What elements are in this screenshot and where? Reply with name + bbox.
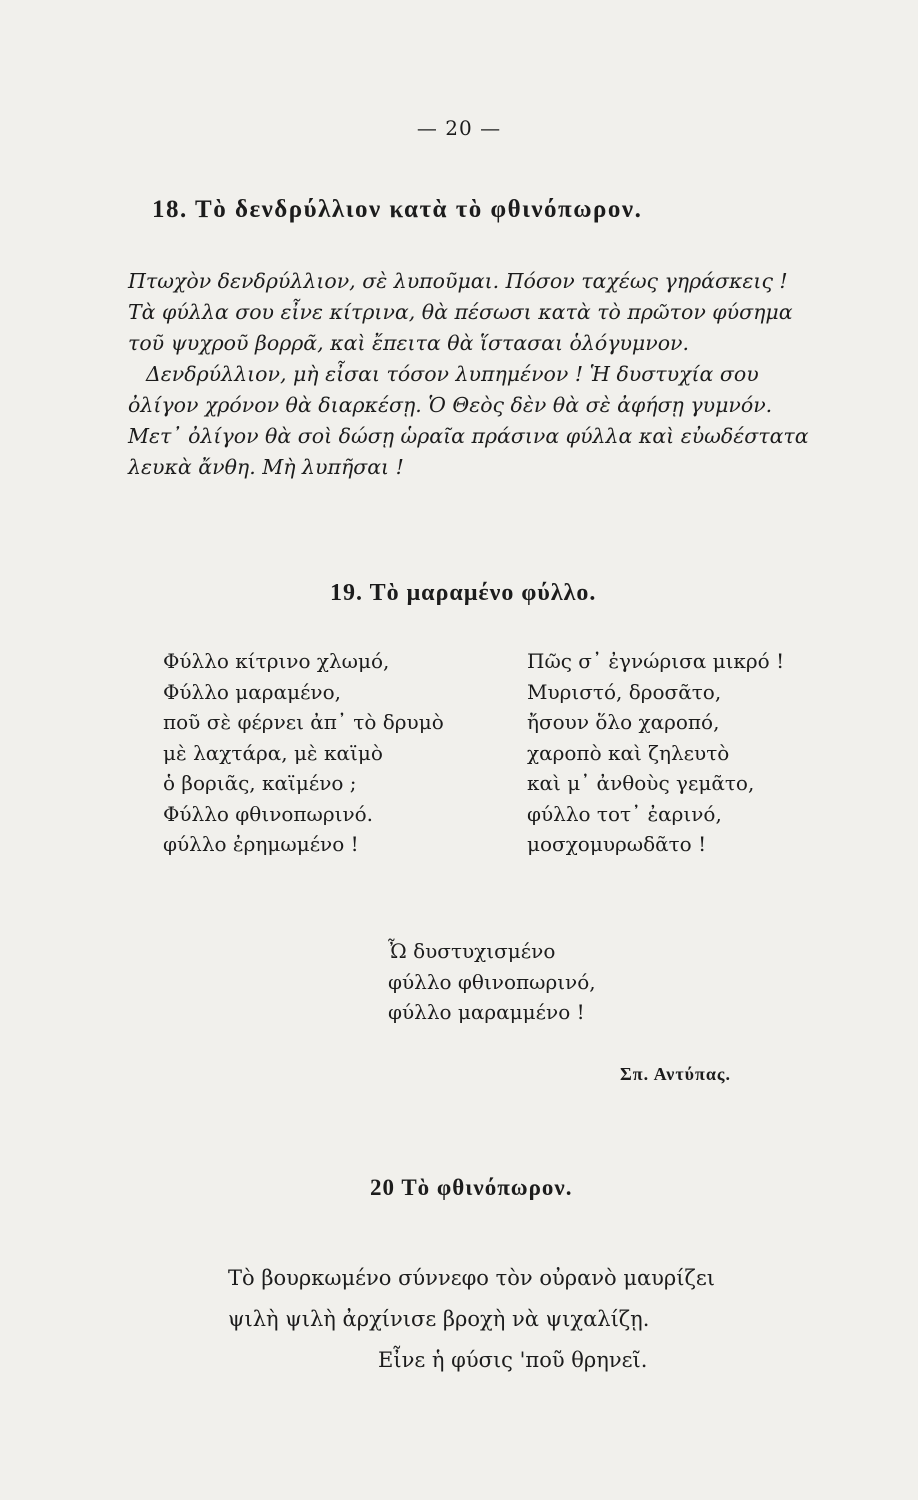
verse-line: Εἶνε ἡ φύσις 'ποῦ θρηνεῖ. <box>378 1348 648 1372</box>
verse-line: μοσχομυρωδᾶτο ! <box>527 832 707 856</box>
section-20-heading: 20 Τὸ φθινόπωρον. <box>370 1175 573 1200</box>
prose-line: λευκὰ ἄνθη. Μὴ λυπῆσαι ! <box>128 455 404 479</box>
verse-line: Φύλλο μαραμένο, <box>163 679 341 704</box>
verse-line: ὁ βοριᾶς, καϊμένο ; <box>163 771 357 795</box>
poem-right-column <box>527 646 784 860</box>
prose-line: Δενδρύλλιον, μὴ εἶσαι τόσον λυπημένον ! Ἡ δυστυχία σου <box>146 362 759 386</box>
section-18-heading: 18. Τὸ δενδρύλλιον κατὰ τὸ φθινόπωρον. <box>152 196 643 223</box>
verse-line: Φύλλο φθινοπωρινό. <box>163 801 373 826</box>
verse-line: φύλλο μαραμμένο ! <box>388 1000 585 1024</box>
section-18-prose <box>128 266 918 483</box>
verse-line: ποῦ σὲ φέρνει ἀπ᾽ τὸ δρυμὸ <box>163 710 444 734</box>
poem-final-stanza <box>388 936 596 1028</box>
section-19-heading: 19. Τὸ μαραμένο φύλλο. <box>330 580 597 606</box>
verse-line: Μυριστό, δροσᾶτο, <box>527 679 722 704</box>
verse-line: φύλλο φθινοπωρινό, <box>388 969 596 994</box>
page-number: — 20 — <box>416 116 502 140</box>
verse-line: φύλλο τοτ᾽ ἐαρινό, <box>527 801 722 826</box>
prose-line: Πτωχὸν δενδρύλλιον, σὲ λυποῦμαι. Πόσον ταχέως γηράσκεις ! <box>128 269 788 293</box>
verse-line: φύλλο ἐρημωμένο ! <box>163 832 359 856</box>
verse-line: Φύλλο κίτρινο χλωμό, <box>163 649 390 673</box>
prose-line: ὀλίγον χρόνον θὰ διαρκέσῃ. Ὁ Θεὸς δὲν θὰ σὲ ἀφήσῃ γυμνόν. <box>128 393 773 417</box>
verse-line: χαροπὸ καὶ ζηλευτὸ <box>527 740 730 765</box>
poem-author: Σπ. Αντύπας. <box>620 1064 731 1084</box>
prose-line: τοῦ ψυχροῦ βορρᾶ, καὶ ἔπειτα θὰ ἵστασαι ὁλόγυμνον. <box>128 331 690 355</box>
verse-line: ἤσουν ὅλο χαροπό, <box>527 710 720 734</box>
prose-line: Μετ᾽ ὀλίγον θὰ σοὶ δώσῃ ὡραῖα πράσινα φύλλα καὶ εὐωδέστατα <box>128 424 809 448</box>
verse-line: Ὦ δυστυχισμένο <box>388 939 556 963</box>
verse-line: Τὸ βουρκωμένο σύννεφο τὸν οὐρανὸ μαυρίζει <box>228 1266 716 1290</box>
verse-line: καὶ μ᾽ ἀνθοὺς γεμᾶτο, <box>527 771 755 795</box>
verse-line: Πῶς σ᾽ ἐγνώρισα μικρό ! <box>527 649 785 673</box>
section-20-poem <box>228 1258 715 1381</box>
verse-line: μὲ λαχτάρα, μὲ καϊμὸ <box>163 740 383 765</box>
poem-left-column <box>163 646 444 860</box>
prose-line: Τὰ φύλλα σου εἶνε κίτρινα, θὰ πέσωσι κατὰ τὸ πρῶτον φύσημα <box>128 300 793 324</box>
verse-line: ψιλὴ ψιλὴ ἀρχίνισε βροχὴ νὰ ψιχαλίζῃ. <box>228 1307 650 1331</box>
